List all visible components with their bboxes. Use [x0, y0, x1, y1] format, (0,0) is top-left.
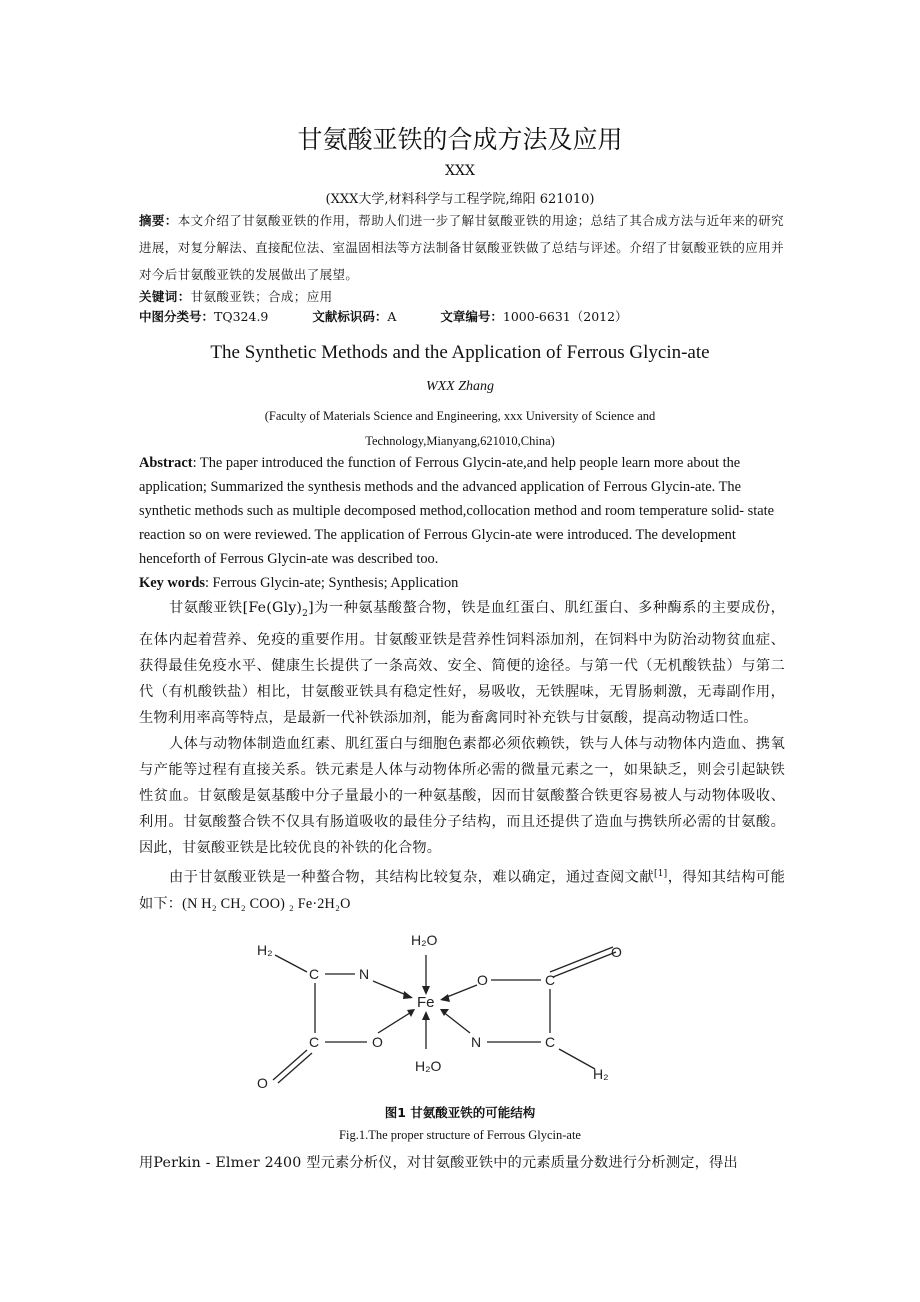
- doc-code-value: A: [387, 309, 397, 324]
- para3-part-b: ，得知其结构可能如下：: [139, 869, 785, 912]
- bond-c-h2-right: [559, 1049, 595, 1069]
- bond-c-o-left-2: [278, 1053, 312, 1083]
- classification-label: 中图分类号：: [139, 309, 215, 324]
- atom-c-top-left: C: [309, 966, 320, 982]
- atom-o-far-left: O: [257, 1075, 268, 1091]
- author-cn: XXX: [445, 163, 475, 179]
- abstract-cn-label: 摘要：: [139, 213, 178, 228]
- bond-o-fe: [378, 1011, 413, 1033]
- abstract-en-text: : The paper introduced the function of Ferrous Glycin-ate,and help people learn more about the application; Summarized the synthesis methods and the advanced application of Ferrous Glycin-ate. The synthetic methods such as multiple decomposed method,collocation method and room temperature solid- state reaction so on were reviewed. The application of Ferrous Glycin-ate were introduced. The development henceforth of Ferrous Glycin-ate was described too.: [139, 455, 775, 567]
- bond-n-fe-right: [442, 1011, 470, 1033]
- classification-value: TQ324.9: [214, 309, 269, 324]
- keywords-en-text: : Ferrous Glycin-ate; Synthesis; Application: [204, 575, 459, 591]
- classification-line: [139, 307, 628, 325]
- keywords-en: [139, 571, 784, 595]
- para1-subscript: 2: [302, 608, 309, 619]
- atom-c-bottom-left: C: [309, 1034, 320, 1050]
- article-no-label: 文章编号：: [440, 309, 503, 324]
- paper-title-en: The Synthetic Methods and the Application of Ferrous Glycin-ate: [210, 342, 710, 363]
- affiliation-cn: (XXX大学,材料科学与工程学院,绵阳 621010): [325, 192, 595, 207]
- arrow-left-bottom: [407, 1009, 415, 1017]
- atom-o-left-bottom: O: [372, 1034, 383, 1050]
- paper-title: 甘氨酸亚铁的合成方法及应用: [297, 125, 623, 154]
- abstract-cn: [139, 207, 784, 288]
- atom-h2o-bottom: H₂O: [415, 1058, 442, 1074]
- para1-part-b: ]为一种氨基酸螯合物，铁是血红蛋白、肌红蛋白、多种酶系的主要成份，在体内起着营养、免疫的重要作用。甘氨酸亚铁是营养性饲料添加剂，在饲料中为防治动物贫血症、获得最佳免疫水平、健康生长提供了一条高效、安全、简便的途径。与第一代（无机酸铁盐）与第二代（有机酸铁盐）相比，甘氨酸亚铁具有稳定性好，易吸收，无铁腥味，无胃肠刺激，无毒副作用，生物利用率高等特点，是最新一代补铁添加剂，能为畜禽同时补充铁与甘氨酸，提高动物适口性。: [139, 600, 785, 726]
- citation-ref: [1]: [654, 868, 668, 879]
- body-text: [139, 595, 785, 917]
- bond-c-o-right-2: [553, 952, 616, 977]
- bond-c-o-right-1: [550, 947, 613, 972]
- affiliation-en: [0, 404, 920, 454]
- atom-n-left: N: [359, 966, 370, 982]
- atom-o-right-top: O: [477, 972, 488, 988]
- affiliation-en-line1: (Faculty of Materials Science and Engineering, xxx University of Science and: [264, 409, 656, 423]
- last-line: 用Perkin - Elmer 2400 型元素分析仪，对甘氨酸亚铁中的元素质量分数进行分析测定，得出: [139, 1155, 738, 1171]
- keywords-cn-label: 关键词：: [139, 289, 191, 304]
- atom-o-far-right: O: [611, 944, 622, 960]
- affiliation-en-line2: Technology,Mianyang,621010,China): [365, 434, 555, 448]
- arrow-left-top: [403, 991, 413, 999]
- paragraph-3: [139, 861, 785, 917]
- atom-c-right-bottom: C: [545, 1034, 556, 1050]
- article-no-value: 1000-6631（2012）: [502, 309, 628, 324]
- molecular-formula: (N H₂ CH₂ COO) ₂ Fe·2H₂O: [182, 895, 351, 912]
- para1-part-a: 甘氨酸亚铁[Fe(Gly): [169, 600, 303, 616]
- author-en: WXX Zhang: [425, 379, 495, 394]
- keywords-cn-text: 甘氨酸亚铁；合成；应用: [190, 289, 333, 304]
- atom-h2-bottom-right: H₂: [593, 1066, 609, 1082]
- arrow-bottom: [422, 1011, 430, 1020]
- abstract-en: [139, 451, 787, 571]
- doc-code-label: 文献标识码：: [312, 309, 388, 324]
- paragraph-1: [139, 595, 785, 731]
- atom-c-right-top: C: [545, 972, 556, 988]
- atom-h2-top-left: H₂: [257, 942, 273, 958]
- para3-part-a: 由于甘氨酸亚铁是一种螯合物，其结构比较复杂，难以确定，通过查阅文献: [169, 869, 655, 886]
- keywords-en-label: Key words: [139, 575, 205, 591]
- bond-c-o-left-1: [273, 1050, 307, 1080]
- structure-figure: [245, 925, 635, 1095]
- figure-caption-cn: 图1 甘氨酸亚铁的可能结构: [384, 1105, 536, 1120]
- figure-caption-en: Fig.1.The proper structure of Ferrous Glycin-ate: [339, 1128, 581, 1142]
- atom-n-right: N: [471, 1034, 482, 1050]
- abstract-cn-text: 本文介绍了甘氨酸亚铁的作用，帮助人们进一步了解甘氨酸亚铁的用途；总结了其合成方法与近年来的研究进展，对复分解法、直接配位法、室温固相法等方法制备甘氨酸亚铁做了总结与评述。介绍了甘氨酸亚铁的应用并对今后甘氨酸亚铁的发展做出了展望。: [139, 213, 785, 282]
- paragraph-2: 人体与动物体制造血红素、肌红蛋白与细胞色素都必须依赖铁，铁与人体与动物体内造血、携氧与产能等过程有直接关系。铁元素是人体与动物体所必需的微量元素之一，如果缺乏，则会引起缺铁性贫血。甘氨酸是氨基酸中分子量最小的一种氨基酸，因而甘氨酸螯合铁更容易被人与动物体吸收、利用。甘氨酸螯合铁不仅具有肠道吸收的最佳分子结构，而且还提供了造血与携铁所必需的甘氨酸。因此，甘氨酸亚铁是比较优良的补铁的化合物。: [139, 735, 785, 856]
- bond-h2-c: [275, 955, 307, 972]
- keywords-cn: [139, 283, 784, 310]
- abstract-en-label: Abstract: [139, 455, 193, 471]
- arrow-right-top: [440, 994, 450, 1002]
- atom-h2o-top: H₂O: [411, 932, 438, 948]
- atom-fe: Fe: [417, 994, 435, 1011]
